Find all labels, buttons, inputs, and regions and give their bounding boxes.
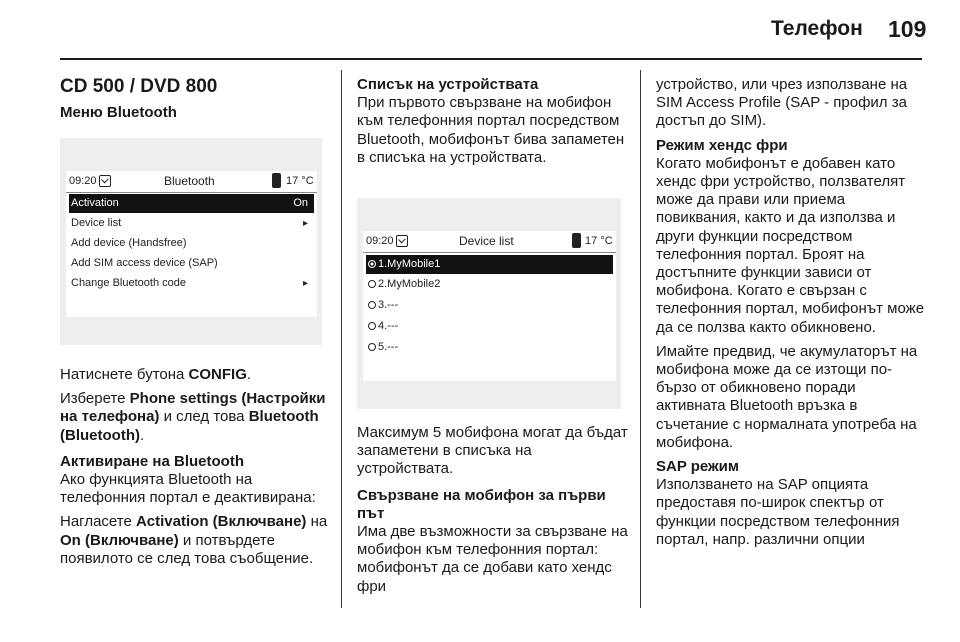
radio-icon (368, 280, 376, 288)
column-3 (656, 76, 928, 549)
column-2-body (357, 424, 629, 596)
device-list-screen (363, 231, 616, 381)
screen-separator (363, 252, 616, 253)
paragraph-handsfree: Когато мобифонът е добавен като хендс фри устройство, ползвателят може да прави или приема повиквания, както и да използва и други функции посредством телефонния портал. Броят на достъпните функции зависи от мобифона. Когато е свързан с телефонния портал, мобифонът може да се ползва както обикновено. (656, 154, 925, 336)
screen-status-bar (363, 231, 616, 251)
chevron-right-icon: ▸ (302, 278, 308, 289)
menu-name: Bluetooth (Bluetooth) (60, 408, 319, 444)
paragraph-device-list: При първото свързване на мобифон към телефонния портал посредством Bluetooth, мобифонът бива запаметен в списъка на устройствата. (357, 94, 625, 166)
chevron-right-icon: ▸ (302, 218, 308, 229)
device-label: 1.MyMobile1 (378, 258, 441, 270)
key-name: CONFIG (188, 366, 247, 383)
screen-title: Bluetooth (164, 174, 215, 188)
menu-name: Phone settings (Настройки на телефона) (60, 390, 326, 426)
heading-device-list: Списък на устройствата (357, 76, 539, 93)
device-list-screen-frame (357, 198, 621, 409)
bluetooth-screen (66, 171, 317, 317)
instruction-select (60, 390, 332, 445)
menu-item-label: Change Bluetooth code (71, 277, 186, 289)
option-name: Activation (Включване) (135, 513, 307, 531)
device-label: 4.--- (378, 320, 399, 332)
heading-handsfree: Режим хендс фри (656, 136, 788, 154)
thermometer-icon (572, 233, 581, 248)
device-label: 5.--- (378, 341, 399, 353)
text: Нагласете (60, 513, 136, 531)
column-1 (60, 76, 332, 122)
screen-time: 09:20 (366, 235, 394, 247)
phone-status-icon (99, 175, 111, 187)
screen-time: 09:20 (69, 175, 97, 187)
device-item-4[interactable] (366, 317, 613, 336)
menu-item-label: Add SIM access device (SAP) (71, 257, 218, 269)
header-rule (60, 58, 922, 60)
device-label: 2.MyMobile2 (378, 278, 441, 290)
screen-title: Device list (459, 234, 514, 248)
heading-first-connection: Свързване на мобифон за първи път (357, 486, 606, 522)
screen-status-bar (66, 171, 317, 191)
text: и след това (159, 408, 249, 426)
paragraph-first-connection: Има две възможности за свързване на мобифон към телефонния портал: мобифонът да се добави като хендс фри (357, 523, 628, 595)
paragraph-sap-intro: устройство, или чрез използване на SIM Access Profile (SAP - профил за достъп до SIM). (656, 76, 908, 130)
radio-icon (368, 301, 376, 309)
instruction-config (60, 366, 332, 384)
text: Изберете (60, 390, 130, 408)
page-number: 109 (888, 16, 927, 42)
menu-item-add-sim-device[interactable] (69, 254, 314, 273)
section-title: CD 500 / DVD 800 (60, 76, 218, 97)
screen-temperature: 17 °C (286, 175, 314, 187)
thermometer-icon (272, 173, 281, 188)
column-2 (357, 76, 629, 167)
device-item-5[interactable] (366, 338, 613, 357)
screen-temperature: 17 °C (585, 235, 613, 247)
paragraph-battery-note: Имайте предвид, че акумулаторът на мобифона може да се изтощи по-бързо от обикновено поради активната Bluetooth връзка в съчетание с нормалната употреба на мобифона. (656, 342, 918, 451)
menu-item-label: Device list (71, 217, 122, 229)
paragraph-max-devices: Максимум 5 мобифона могат да бъдат запаметени в списъка на устройствата. (357, 424, 628, 478)
text: . (139, 426, 145, 444)
column-divider-1 (341, 70, 342, 608)
page-header (0, 0, 960, 58)
text: Натиснете бутона (60, 366, 189, 383)
phone-status-icon (396, 235, 408, 247)
instruction-activation (60, 513, 332, 568)
menu-item-device-list[interactable] (69, 214, 314, 233)
menu-item-change-code[interactable] (69, 274, 314, 293)
radio-selected-icon (368, 260, 376, 268)
column-1-body (60, 366, 332, 568)
heading-activation: Активиране на Bluetooth (60, 452, 244, 470)
device-item-2[interactable] (366, 275, 613, 294)
bluetooth-screen-frame (60, 138, 322, 345)
menu-item-activation[interactable] (69, 194, 314, 213)
radio-icon (368, 343, 376, 351)
screen-separator (66, 192, 317, 193)
device-item-3[interactable] (366, 296, 613, 315)
option-name: On (Включване) (60, 531, 179, 549)
text: . (246, 366, 252, 383)
paragraph-sap: Използването на SAP опцията предоставя по-широк спектър от функции посредством телефонния портал, напр. различни опции (656, 476, 900, 548)
text: на (306, 513, 328, 531)
menu-item-label: Add device (Handsfree) (71, 237, 187, 249)
column-divider-2 (640, 70, 641, 608)
menu-item-value: On (293, 197, 308, 209)
text: и потвърдете появилото се след това съобщение. (60, 531, 314, 567)
page-title: Телефон (771, 17, 863, 40)
device-item-1[interactable] (366, 255, 613, 274)
menu-item-label: Activation (71, 197, 119, 209)
paragraph-activation: Ако функцията Bluetooth на телефонния портал е деактивирана: (60, 471, 316, 507)
heading-sap: SAP режим (656, 458, 739, 476)
subsection-title: Меню Bluetooth (60, 104, 177, 121)
device-label: 3.--- (378, 299, 399, 311)
radio-icon (368, 322, 376, 330)
menu-item-add-device[interactable] (69, 234, 314, 253)
